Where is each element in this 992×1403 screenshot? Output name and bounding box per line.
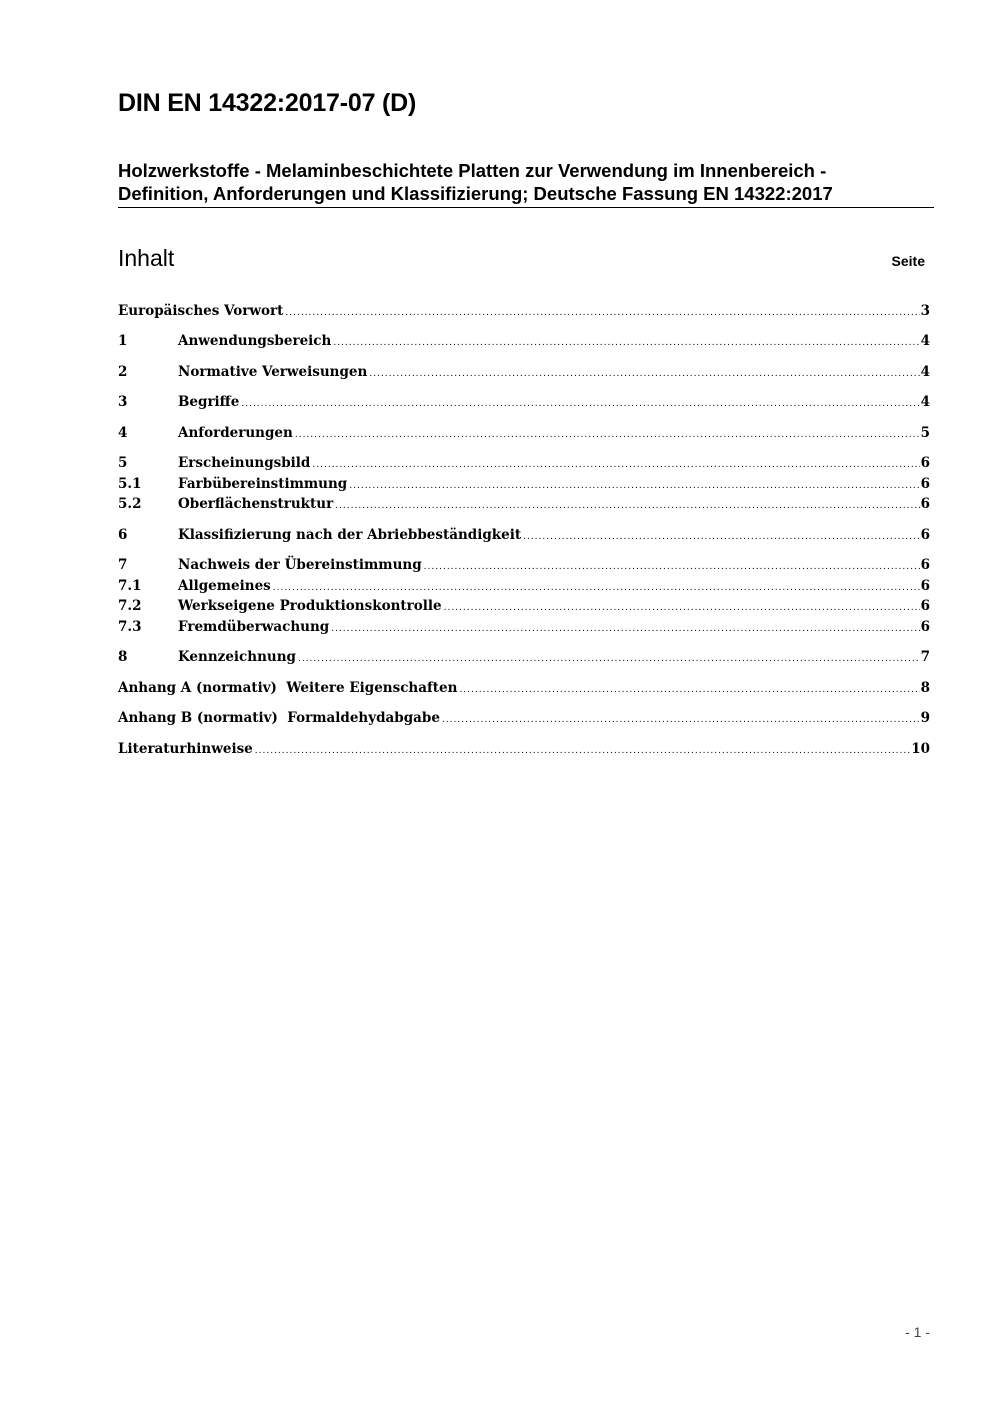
toc-entry-title: Normative Verweisungen <box>178 364 368 380</box>
toc-entry[interactable] <box>118 364 930 384</box>
document-subtitle <box>118 159 934 208</box>
toc-entry-page: 6 <box>920 496 930 512</box>
toc-entry-title: Anwendungsbereich <box>178 333 332 349</box>
toc-leader-dots <box>459 685 919 695</box>
toc-entry-title: Oberflächenstruktur <box>178 496 334 512</box>
toc-entry-title: Nachweis der Übereinstimmung <box>178 557 422 573</box>
toc-entry-number: 5.2 <box>118 496 142 512</box>
toc-entry[interactable] <box>118 394 930 414</box>
toc-entry-number: 6 <box>118 527 128 543</box>
toc-entry-title: Erscheinungsbild <box>178 455 311 471</box>
toc-leader-dots <box>298 654 920 664</box>
subtitle-line: Definition, Anforderungen und Klassifizierung; Deutsche Fassung EN 14322:2017 <box>118 183 833 204</box>
toc-entry-title: Europäisches Vorwort <box>118 303 284 319</box>
toc-entry-title: Werkseigene Produktionskontrolle <box>178 598 442 614</box>
toc-entry-number: 8 <box>118 649 128 665</box>
subtitle-line: Holzwerkstoffe - Melaminbeschichtete Platten zur Verwendung im Innenbereich - <box>118 160 827 181</box>
toc-entry-page: 6 <box>920 527 930 543</box>
toc-entry-page: 6 <box>920 455 930 471</box>
toc-entry-page: 6 <box>920 598 930 614</box>
toc-entry[interactable] <box>118 527 930 547</box>
toc-entry-page: 8 <box>920 680 930 696</box>
toc-entry-page: 6 <box>920 578 930 594</box>
toc-entry[interactable] <box>118 741 930 761</box>
toc-leader-dots <box>295 430 920 440</box>
toc-entry-page: 6 <box>920 557 930 573</box>
toc-entry-number: 7.1 <box>118 578 142 594</box>
toc-leader-dots <box>335 501 919 511</box>
toc-leader-dots <box>369 369 919 379</box>
toc-entry[interactable] <box>118 649 930 669</box>
toc-entry-title: Kennzeichnung <box>178 649 296 665</box>
toc-entry-number: 4 <box>118 425 128 441</box>
toc-entry-page: 9 <box>920 710 930 726</box>
toc-entry[interactable] <box>118 557 930 577</box>
toc-entry-page: 5 <box>920 425 930 441</box>
toc-entry-page: 4 <box>920 364 930 380</box>
toc-entry-page: 10 <box>911 741 930 757</box>
toc-entry-page: 3 <box>920 303 930 319</box>
toc-entry-title: Allgemeines <box>178 578 271 594</box>
toc-entry-number: 7 <box>118 557 128 573</box>
toc-leader-dots <box>331 624 919 634</box>
toc-entry-page: 4 <box>920 394 930 410</box>
toc-entry-number: 2 <box>118 364 128 380</box>
toc-leader-dots <box>312 460 919 470</box>
toc-entry-number: 1 <box>118 333 128 349</box>
toc-entry-page: 6 <box>920 619 930 635</box>
toc-entry[interactable] <box>118 425 930 445</box>
toc-entry-title: Literaturhinweise <box>118 741 253 757</box>
toc-leader-dots <box>442 715 920 725</box>
toc-leader-dots <box>349 481 919 491</box>
toc-entry[interactable] <box>118 598 930 618</box>
toc-entry-number: 7.2 <box>118 598 142 614</box>
toc-entry[interactable] <box>118 455 930 475</box>
toc-entry-number: 3 <box>118 394 128 410</box>
toc-entry-title: Klassifizierung nach der Abriebbeständigkeit <box>178 527 522 543</box>
toc-heading: Inhalt <box>118 245 175 271</box>
toc-entry[interactable] <box>118 680 930 700</box>
toc-entry-page: 4 <box>920 333 930 349</box>
toc-entry[interactable] <box>118 578 930 598</box>
toc-leader-dots <box>241 399 919 409</box>
toc-entry-page: 6 <box>920 476 930 492</box>
toc-leader-dots <box>424 562 920 572</box>
toc-leader-dots <box>273 583 920 593</box>
document-id: DIN EN 14322:2017-07 (D) <box>118 89 417 117</box>
toc-entry[interactable] <box>118 619 930 639</box>
toc-leader-dots <box>285 308 919 318</box>
toc-entry-number: 7.3 <box>118 619 142 635</box>
toc-entry-page: 7 <box>920 649 930 665</box>
page-column-label: Seite <box>891 253 925 269</box>
toc-leader-dots <box>333 338 919 348</box>
toc-leader-dots <box>523 532 920 542</box>
toc-entry[interactable] <box>118 496 930 516</box>
toc-entry-title: Farbübereinstimmung <box>178 476 348 492</box>
toc-entry-title: Anhang B (normativ) Formaldehydabgabe <box>118 710 440 726</box>
toc-leader-dots <box>444 603 920 613</box>
toc-entry-number: 5.1 <box>118 476 142 492</box>
toc-entry-number: 5 <box>118 455 128 471</box>
toc-entry[interactable] <box>118 333 930 353</box>
page-number: - 1 - <box>905 1324 930 1340</box>
toc-entry-title: Begriffe <box>178 394 240 410</box>
toc-entry-title: Anhang A (normativ) Weitere Eigenschaften <box>118 680 458 696</box>
toc-entry[interactable] <box>118 476 930 496</box>
toc-leader-dots <box>255 746 910 756</box>
toc-entry[interactable] <box>118 710 930 730</box>
toc-entry-title: Anforderungen <box>178 425 293 441</box>
toc-entry[interactable] <box>118 303 930 323</box>
toc-entry-title: Fremdüberwachung <box>178 619 330 635</box>
